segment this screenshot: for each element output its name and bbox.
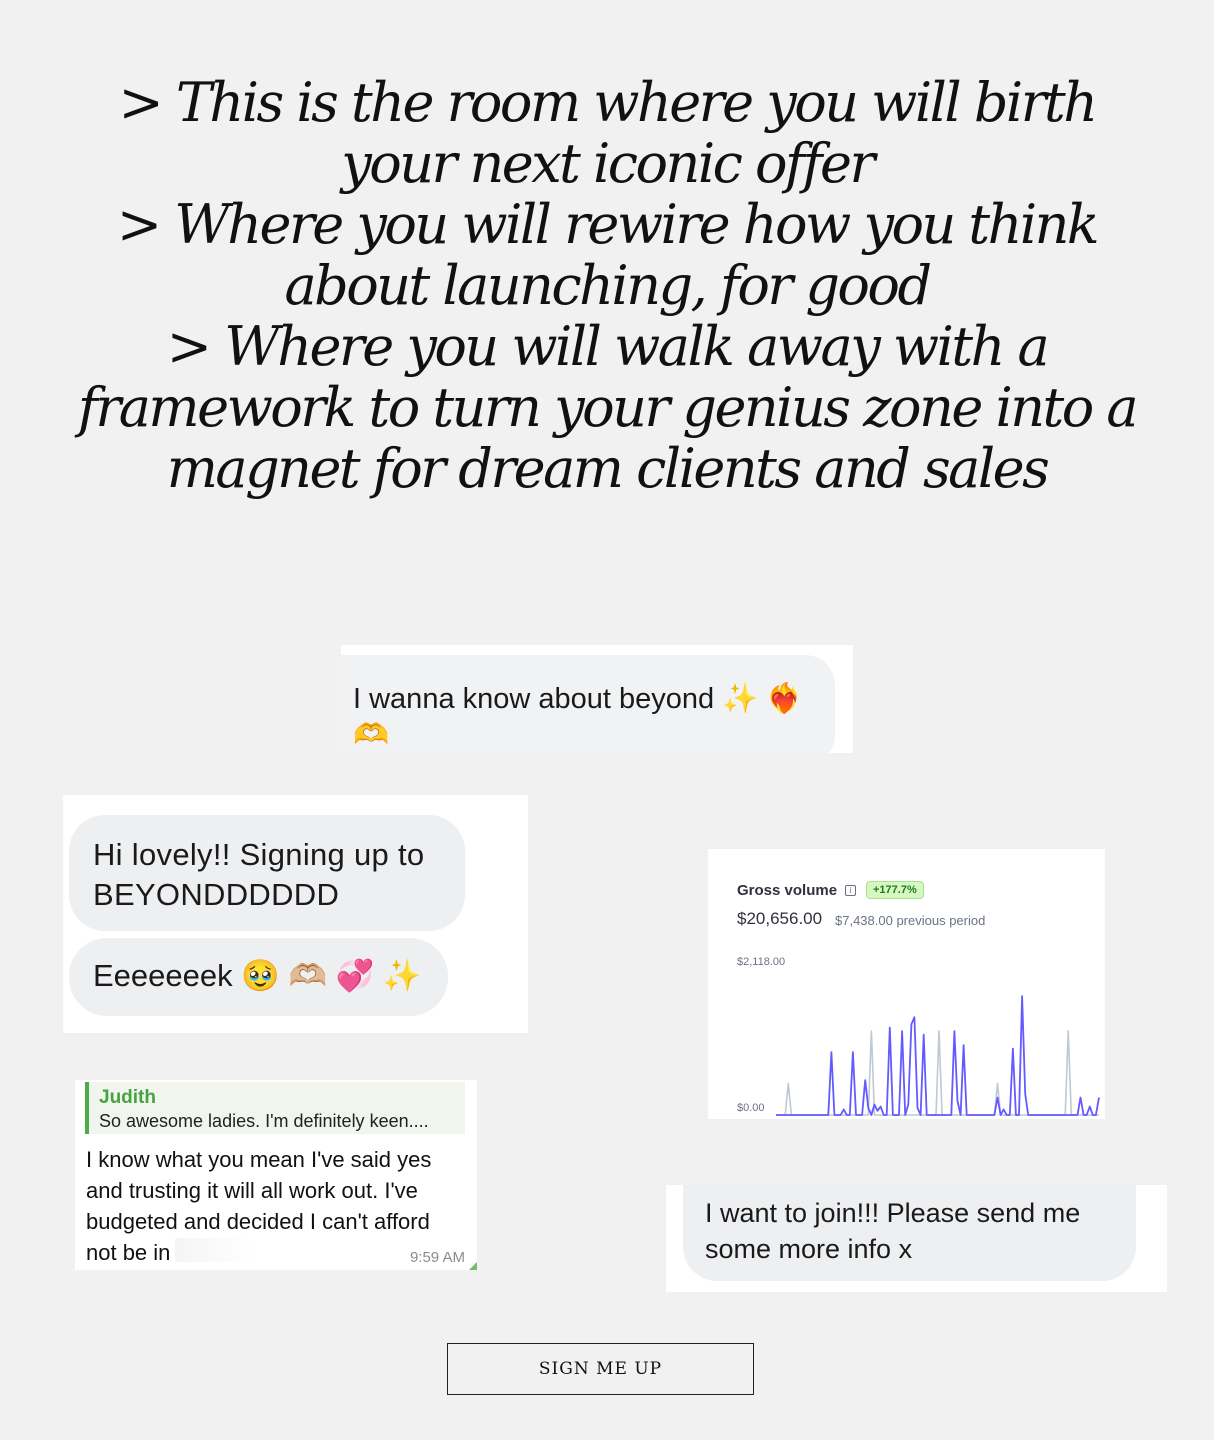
message-text: Hi lovely!! Signing up to BEYONDDDDDD <box>93 837 425 912</box>
testimonial-signup-messages <box>63 795 528 1033</box>
sign-me-up-button[interactable]: SIGN ME UP <box>447 1343 754 1395</box>
gross-volume-amount: $20,656.00 <box>737 909 823 928</box>
message-text: Eeeeeeek 🥹 🫶🏼 💞 ✨ <box>93 958 422 993</box>
message-text: I wanna know about beyond ✨ ❤️‍🔥 🫶 <box>353 683 803 751</box>
quoted-sender-name: Judith <box>99 1087 156 1108</box>
previous-period-amount: $7,438.00 previous period <box>835 913 986 928</box>
message-time: 9:59 AM <box>409 1249 465 1266</box>
headline-line-1: > This is the room where you will birth your next iconic offer <box>118 71 1096 195</box>
testimonial-reply-message <box>75 1080 477 1270</box>
message-text: I want to join!!! Please send me some more info x <box>705 1198 1081 1264</box>
y-axis-min-label: $0.00 <box>737 1102 765 1114</box>
quoted-text: So awesome ladies. I'm definitely keen.... <box>99 1111 429 1131</box>
read-check-icon <box>469 1262 477 1270</box>
message-bubble <box>341 655 835 753</box>
series-line-previous <box>776 1031 1099 1115</box>
quoted-message <box>85 1082 465 1134</box>
gross-volume-card <box>708 849 1105 1119</box>
gross-volume-chart <box>708 849 1105 1119</box>
message-bubble <box>69 938 448 1016</box>
message-bubble <box>683 1185 1136 1281</box>
redacted-blur <box>175 1238 255 1262</box>
info-icon[interactable]: i <box>845 885 856 896</box>
message-text: I know what you mean I've said yes and trusting it will all work out. I've budgeted and decided I can't afford not be in <box>86 1147 432 1265</box>
gross-volume-label: Gross volume <box>737 882 838 899</box>
headline-line-3: > Where you will walk away with a framework to turn your genius zone into a magnet for dream clients and sales <box>77 315 1137 500</box>
headline-line-2: > Where you will rewire how you think about launching, for good <box>116 193 1098 317</box>
message-bubble <box>69 815 465 931</box>
testimonial-beyond-message <box>341 645 853 753</box>
growth-badge: +177.7% <box>866 881 924 899</box>
testimonial-join-message <box>666 1185 1167 1292</box>
y-axis-max-label: $2,118.00 <box>737 956 786 968</box>
headline <box>60 72 1154 499</box>
